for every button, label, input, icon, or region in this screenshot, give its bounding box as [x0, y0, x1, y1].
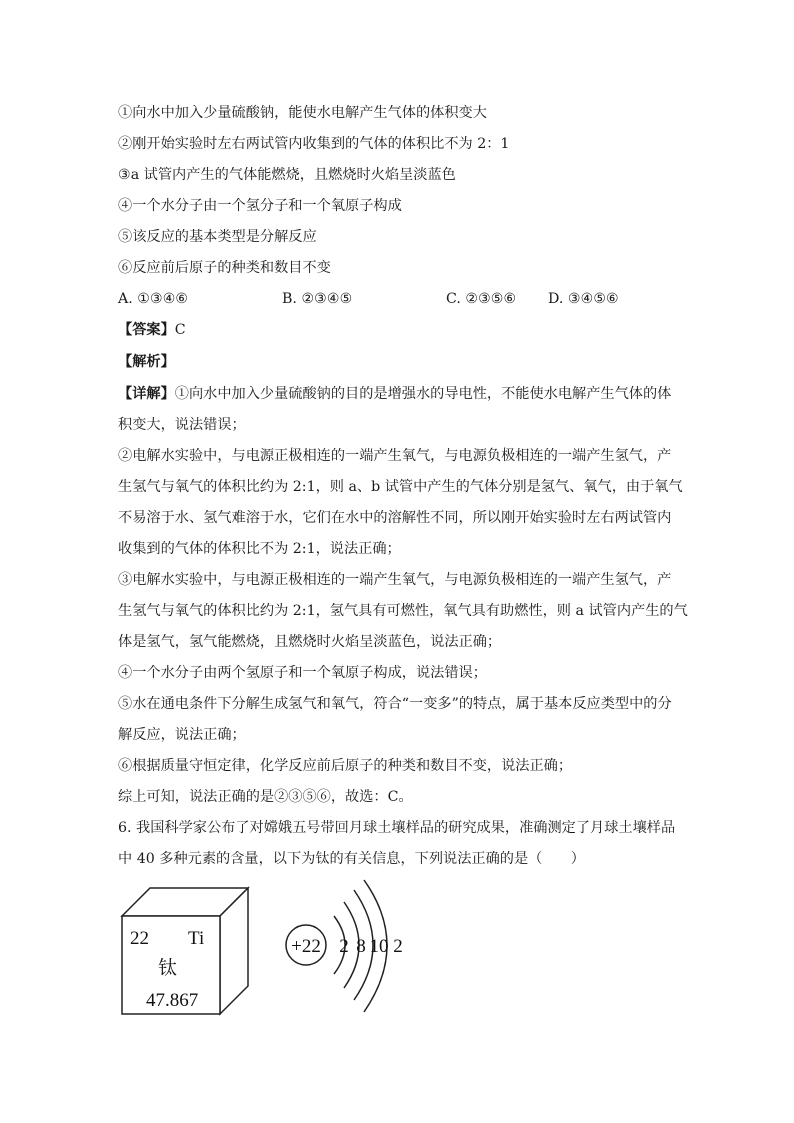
answer-value: C [174, 322, 186, 338]
explanation-line: ③电解水实验中，与电源正极相连的一端产生氧气，与电源负极相连的一端产生氢气，产 [118, 572, 672, 588]
explanation-line: ④一个水分子由两个氢原子和一个氧原子构成，说法错误； [118, 665, 487, 681]
question-6-line: 中 40 多种元素的含量，以下为钛的有关信息，下列说法正确的是（ ） [118, 851, 585, 867]
nucleus-charge: +22 [291, 936, 321, 957]
shell-electron-count: 10 [369, 936, 389, 957]
detail-tag: 【详解】 [118, 386, 175, 402]
answer-line [118, 320, 186, 340]
explanation-line: ②电解水实验中，与电源正极相连的一端产生氧气，与电源负极相连的一端产生氢气，产 [118, 448, 672, 464]
titanium-figure [118, 876, 418, 1024]
analysis-tag: 【解析】 [118, 354, 175, 370]
explanation-line: 解反应，说法正确； [118, 727, 246, 743]
option-c: C. ②③⑤⑥ [446, 291, 517, 307]
shell-electron-count: 8 [356, 936, 366, 957]
explanation-line: 体是氢气，氢气能燃烧，且燃烧时火焰呈淡蓝色，说法正确； [118, 634, 502, 650]
shell-electron-count: 2 [393, 936, 403, 957]
option-b: B. ②③④⑤ [282, 291, 353, 307]
statement-2: ②刚开始实验时左右两试管内收集到的气体的体积比不为 2：1 [118, 136, 510, 152]
explanation-line: 积变大，说法错误； [118, 417, 246, 433]
atom-structure-diagram [286, 880, 403, 1012]
atomic-number: 22 [130, 928, 149, 949]
statement-5: ⑤该反应的基本类型是分解反应 [118, 229, 317, 245]
answer-tag: 【答案】 [118, 322, 175, 338]
explanation-line: 生氢气与氧气的体积比约为 2:1，氢气具有可燃性，氧气具有助燃性，则 a 试管内产生的气 [118, 603, 688, 619]
explanation-line: ⑥根据质量守恒定律，化学反应前后原子的种类和数目不变，说法正确； [118, 758, 573, 774]
element-symbol: Ti [188, 928, 205, 949]
statement-1: ①向水中加入少量硫酸钠，能使水电解产生气体的体积变大 [118, 105, 487, 121]
statement-3: ③a 试管内产生的气体能燃烧，且燃烧时火焰呈淡蓝色 [118, 167, 456, 183]
explanation-line: 收集到的气体的体积比不为 2:1，说法正确； [118, 541, 401, 557]
explanation-line: 综上可知，说法正确的是②③⑤⑥，故选：C。 [118, 789, 413, 805]
statement-4: ④一个水分子由一个氢分子和一个氧原子构成 [118, 198, 402, 214]
shell-electron-count: 2 [339, 936, 349, 957]
explanation-line: 生氢气与氧气的体积比约为 2:1，则 a、b 试管中产生的气体分别是氢气、氧气，由于氧气 [118, 479, 683, 495]
element-cube [122, 888, 248, 1014]
atomic-mass: 47.867 [146, 990, 199, 1011]
explanation-line: 不易溶于水、氢气难溶于水，它们在水中的溶解性不同，所以刚开始实验时左右两试管内 [118, 510, 672, 526]
option-a: A. ①③④⑥ [118, 291, 189, 307]
explanation-line: ⑤水在通电条件下分解生成氢气和氧气，符合“一变多”的特点，属于基本反应类型中的分 [118, 696, 672, 712]
element-name: 钛 [158, 958, 178, 979]
statement-6: ⑥反应前后原子的种类和数目不变 [118, 260, 331, 276]
question-6-line: 6. 我国科学家公布了对嫦娥五号带回月球土壤样品的研究成果，准确测定了月球土壤样品 [118, 820, 676, 836]
explanation-line: 【详解】①向水中加入少量硫酸钠的目的是增强水的导电性，不能使水电解产生气体的体 [118, 386, 672, 402]
option-d: D. ③④⑤⑥ [548, 291, 619, 307]
